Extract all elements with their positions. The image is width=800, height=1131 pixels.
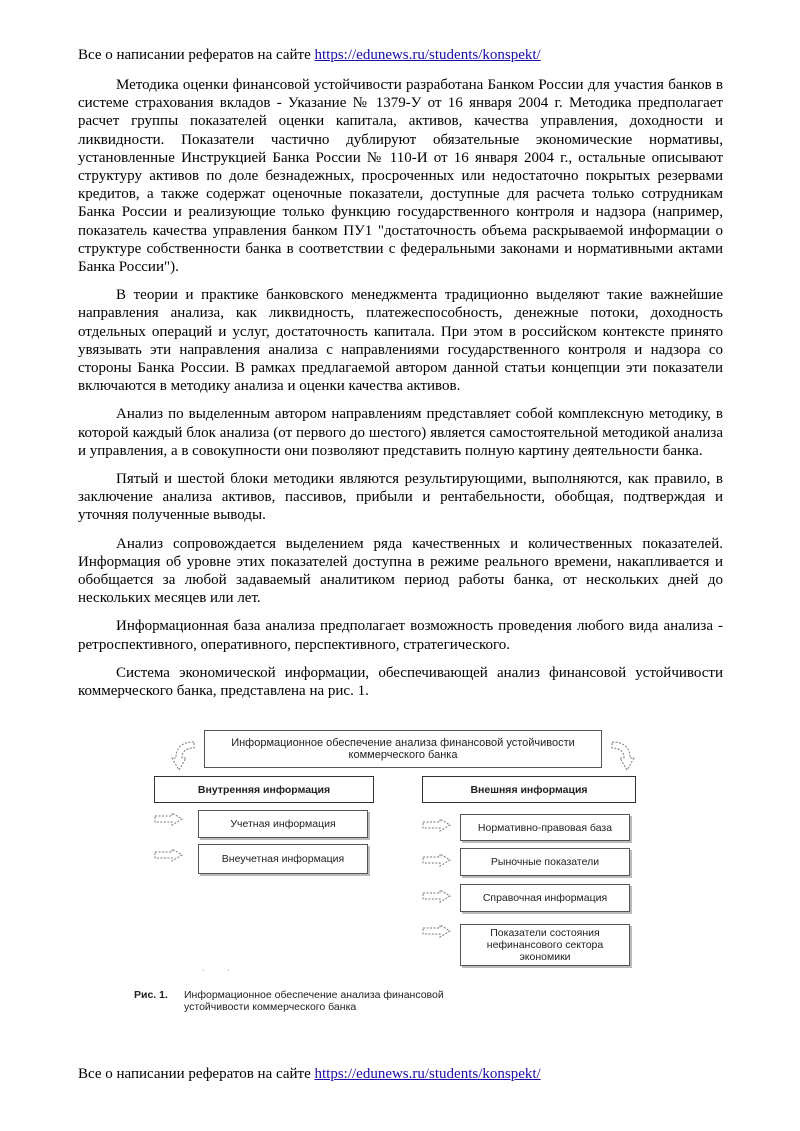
paragraph: Пятый и шестой блоки методики являются результирующими, выполняются, как правило, в заключение анализа активов, пассивов, прибыли и рентабельности, обобщая, подтверждая и уточняя полученные выводы. (78, 471, 723, 524)
arrow-right-icon (154, 812, 184, 826)
paragraph: Информационная база анализа предполагает возможность проведения любого вида анализа - ретроспективного, оперативного, перспективного, стратегического. (78, 618, 723, 653)
external-info-header: Внешняя информация (422, 776, 636, 803)
external-item: Рыночные показатели (460, 848, 630, 876)
header-prefix: Все о написании рефератов на сайте (78, 47, 315, 63)
paragraph: Система экономической информации, обеспечивающей анализ финансовой устойчивости коммерческого банка, представлена на рис. 1. (78, 664, 723, 700)
arrow-right-icon (154, 848, 184, 862)
body-text (78, 76, 723, 710)
paragraph: В теории и практике банковского менеджмента традиционно выделяют такие важнейшие направления анализа, как ликвидность, платежеспособность, денежные потоки, доходность отдельных операций и услуг, достаточность капитала. При этом в российском контексте принято увязывать эти направления анализа с направлениями государственного контроля и надзора со стороны Банка России. В рамках предлагаемой автором данной статьи концепции эти показатели включаются в методику анализа и оценки качества активов. (78, 287, 723, 395)
header-link[interactable]: https://edunews.ru/students/konspekt/ (314, 47, 541, 63)
diagram-top-box: Информационное обеспечение анализа финансовой устойчивости коммерческого банка (204, 730, 602, 768)
paragraph: Анализ сопровождается выделением ряда качественных и количественных показателей. Информация об уровне этих показателей доступна в режиме реального времени, накапливается и обобщается за любой задаваемый аналитиком период работы банка, от нескольких дней до нескольких месяцев или лет. (78, 535, 723, 607)
caption-text: Информационное обеспечение анализа финансовой устойчивости коммерческого банка (184, 989, 444, 1013)
external-item: Показатели состояния нефинансового сектора экономики (460, 924, 630, 966)
arrow-right-icon (422, 818, 452, 832)
decorative-dots: · · (202, 966, 230, 975)
footer-link[interactable]: https://edunews.ru/students/konspekt/ (314, 1066, 541, 1082)
paragraph: Методика оценки финансовой устойчивости разработана Банком России для участия банков в системе страхования вкладов - Указание № 1379-У от 16 января 2004 г. Методика предполагает расчет группы показателей оценки капитала, активов, качества управления, доходности и ликвидности. Показатели частично дублируют обязательные экономические нормативы, установленные Инструкцией Банка России № 110-И от 16 января 2004 г., остальные описывают структуру активов по доле безнадежных, просроченных или недостаточно покрытых резервами кредитов, а также содержат оценочные показатели, доступные для расчета только сотрудникам Банка России и реализующие только функцию государственного контроля и надзора (например, показатель качества управления банком ПУ1 "достаточность объема раскрываемой информации о структуре собственности банка в соответствии с федеральными законами и нормативными актами Банка России"). (78, 77, 723, 276)
arrow-right-icon (422, 853, 452, 867)
internal-info-header: Внутренняя информация (154, 776, 374, 803)
header-line (78, 47, 541, 64)
caption-label: Рис. 1. (134, 989, 168, 1001)
curved-arrow-right-icon (608, 738, 638, 774)
curved-arrow-left-icon (168, 738, 198, 774)
figure-diagram (150, 728, 650, 1028)
external-item: Нормативно-правовая база (460, 814, 630, 841)
internal-item: Учетная информация (198, 810, 368, 838)
figure-caption (134, 989, 464, 1013)
footer-line (78, 1066, 541, 1083)
paragraph: Анализ по выделенным автором направлениям представляет собой комплексную методику, в которой каждый блок анализа (от первого до шестого) является самостоятельной методикой анализа и управления, а в совокупности они позволяют представить полную картину деятельности банка. (78, 406, 723, 459)
arrow-right-icon (422, 889, 452, 903)
arrow-right-icon (422, 924, 452, 938)
internal-item: Внеучетная информация (198, 844, 368, 874)
external-item: Справочная информация (460, 884, 630, 912)
footer-prefix: Все о написании рефератов на сайте (78, 1066, 315, 1082)
